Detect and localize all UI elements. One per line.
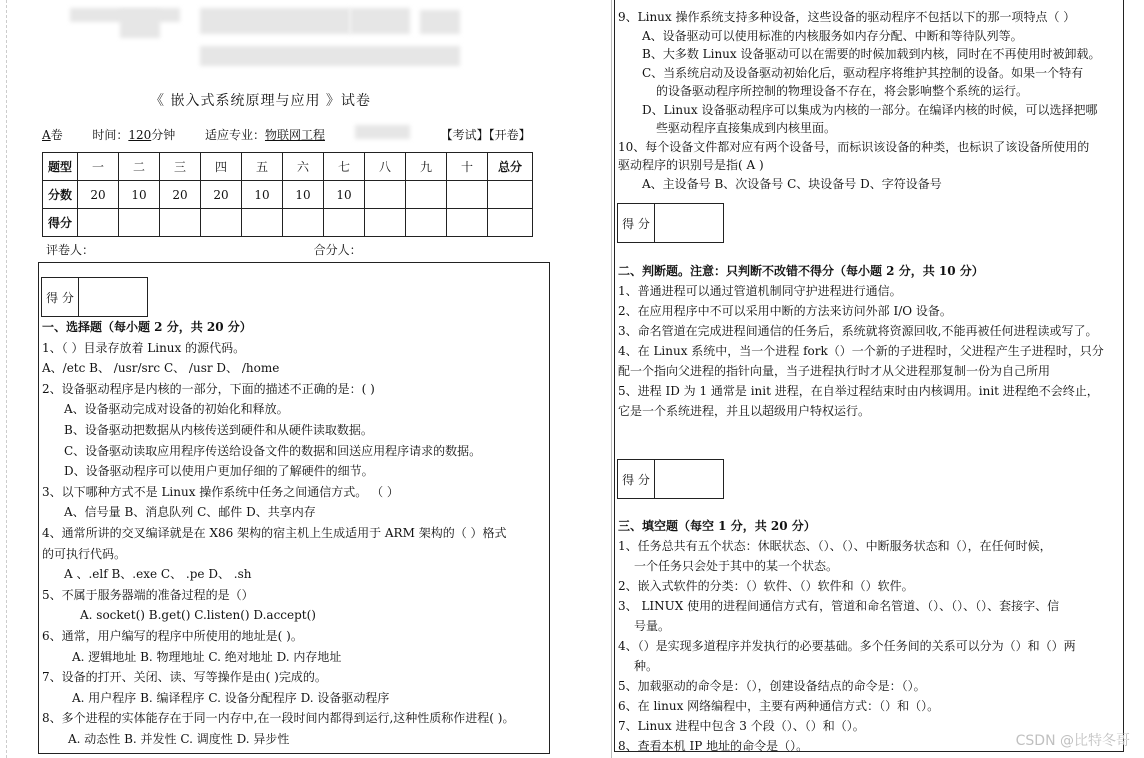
- text-line: 1、（ ）目录存放着 Linux 的源代码。: [42, 340, 246, 355]
- redacted-header-2: [120, 10, 160, 38]
- score-cell: 一: [78, 153, 119, 181]
- text-line: A、设备驱动可以使用标准的内核服务如内存分配、中断和等待队列等。: [642, 28, 1023, 43]
- page-edge: [0, 0, 7, 758]
- text-line: 驱动程序的识别号是指( A ): [618, 158, 764, 172]
- score-cell: 20: [201, 181, 242, 209]
- redacted-header-4: [200, 46, 460, 66]
- score-table-score-row: [43, 181, 533, 209]
- text-line: 2、在应用程序中不可以采用中断的方法来访问外部 I/O 设备。: [618, 304, 952, 318]
- score-cell: [406, 209, 447, 237]
- checker-label: 合分人：: [313, 243, 362, 257]
- major-value: 物联网工程: [264, 128, 325, 142]
- text-line: 1、任务总共有五个状态：休眠状态、（）、（）、中断服务状态和（），在任何时候，: [618, 539, 1052, 553]
- text-line: A、主设备号 B、次设备号 C、块设备号 D、字符设备号: [642, 176, 942, 191]
- score-cell: 八: [365, 153, 406, 181]
- score-cell: [201, 209, 242, 237]
- score-cell: 四: [201, 153, 242, 181]
- score-cell: [365, 209, 406, 237]
- time-label: 时间：: [92, 128, 129, 142]
- text-line: 2、嵌入式软件的分类：（）软件、（）软件和（）软件。: [618, 579, 914, 593]
- score-box-label: 得 分: [42, 278, 79, 316]
- score-cell: 分数: [43, 181, 78, 209]
- text-line: 8、查看本机 IP 地址的命令是（）。: [618, 739, 809, 753]
- text-line: 些驱动程序直接集成到内核里面。: [656, 121, 837, 135]
- text-line: 它是一个系统进程，并且以超级用户特权运行。: [618, 404, 871, 418]
- score-cell: [447, 209, 488, 237]
- text-line: 5、不属于服务器端的准备过程的是（）: [42, 587, 254, 602]
- text-line: 三、填空题（每空 1 分，共 20 分）: [618, 519, 816, 533]
- graders: [46, 241, 362, 258]
- text-line: 3、以下哪种方式不是 Linux 操作系统中任务之间通信方式。 （ ）: [42, 484, 399, 499]
- watermark: CSDN @比特冬哥: [1015, 733, 1130, 749]
- score-cell: 10: [283, 181, 324, 209]
- text-line: 的可执行代码。: [42, 546, 127, 561]
- text-line: A. 动态性 B. 并发性 C. 调度性 D. 异步性: [68, 732, 290, 746]
- text-line: 2、设备驱动程序是内核的一部分，下面的描述不正确的是：( ): [42, 381, 375, 396]
- text-line: 种。: [634, 659, 659, 673]
- text-line: A. 用户程序 B. 编译程序 C. 设备分配程序 D. 设备驱动程序: [72, 690, 390, 705]
- score-cell: 总分: [488, 153, 533, 181]
- score-cell: [119, 209, 160, 237]
- paper-code: A: [42, 128, 51, 142]
- score-cell: [242, 209, 283, 237]
- text-line: D、设备驱动程序可以使用户更加仔细的了解硬件的细节。: [64, 464, 374, 479]
- column-divider: [611, 0, 612, 758]
- text-line: 配一个指向父进程的指针向量，当子进程执行时才从父进程那复制一份为自己所用: [618, 364, 1051, 378]
- text-line: D、Linux 设备驱动程序可以集成为内核的一部分。在编译内核的时候，可以选择把哪: [642, 102, 1098, 117]
- text-line: 9、Linux 操作系统支持多种设备，这些设备的驱动程序不包括以下的那一项特点（ ）: [618, 10, 1076, 24]
- text-line: 4、在 Linux 系统中，当一个进程 fork（）一个新的子进程时，父进程产生子进程时，只分: [618, 344, 1104, 358]
- reviewer-label: 评卷人：: [46, 243, 95, 257]
- major-label: 适应专业：: [204, 128, 265, 142]
- score-cell: 10: [324, 181, 365, 209]
- exam-type: 【考试】【开卷】: [440, 128, 531, 142]
- text-line: 4、（）是实现多道程序并发执行的必要基础。多个任务间的关系可以分为（）和（）两: [618, 639, 1076, 653]
- text-line: B、大多数 Linux 设备驱动可以在需要的时候加载到内核，同时在不再使用时被卸载。: [642, 47, 1101, 61]
- score-cell: [488, 209, 533, 237]
- score-cell: [283, 209, 324, 237]
- text-line: 6、通常，用户编写的程序中所使用的地址是( )。: [42, 629, 303, 643]
- text-line: 7、Linux 进程中包含 3 个段（）、（）和（）。: [618, 719, 865, 733]
- text-line: C、设备驱动读取应用程序传送给设备文件的数据和回送应用程序请求的数据。: [64, 443, 482, 458]
- text-line: 一个任务只会处于其中的某一个状态。: [634, 559, 839, 573]
- score-cell: 二: [119, 153, 160, 181]
- redacted-header-6: [420, 10, 460, 34]
- text-line: A、设备驱动完成对设备的初始化和释放。: [64, 402, 289, 417]
- score-box-label: 得 分: [618, 460, 655, 498]
- score-cell: 十: [447, 153, 488, 181]
- score-cell: 五: [242, 153, 283, 181]
- score-cell: 20: [160, 181, 201, 209]
- exam-title: 《 嵌入式系统原理与应用 》试卷: [150, 93, 371, 109]
- score-table-header-row: [43, 153, 533, 181]
- text-line: 号量。: [634, 619, 671, 633]
- text-line: 6、在 linux 网络编程中，主要有两种通信方式：（）和（）。: [618, 699, 940, 713]
- score-table: [42, 152, 533, 237]
- text-line: 的设备驱动程序所控制的物理设备不存在，将会影响整个系统的运行。: [656, 84, 1029, 98]
- text-line: 7、设备的打开、关闭、读、写等操作是由( )完成的。: [42, 670, 327, 685]
- score-cell: 得分: [43, 209, 78, 237]
- exam-meta: [42, 126, 531, 143]
- time-value: 120: [128, 128, 152, 142]
- score-cell: 10: [119, 181, 160, 209]
- score-cell: [488, 181, 533, 209]
- score-cell: [447, 181, 488, 209]
- redacted-header-5: [350, 8, 410, 34]
- score-cell: [78, 209, 119, 237]
- score-table-gained-row: [43, 209, 533, 237]
- score-cell: [324, 209, 365, 237]
- redacted-header-3: [200, 8, 350, 34]
- text-line: 10、每个设备文件都对应有两个设备号，而标识该设备的种类，也标识了该设备所使用的: [618, 139, 1090, 154]
- score-cell: 九: [406, 153, 447, 181]
- text-line: 4、通常所讲的交叉编译就是在 X86 架构的宿主机上生成适用于 ARM 架构的（ ）格式: [42, 526, 507, 540]
- score-box-label: 得 分: [618, 204, 655, 242]
- text-line: 5、加载驱动的命令是：（），创建设备结点的命令是：（）。: [618, 679, 926, 693]
- text-line: 二、判断题。注意：只判断不改错不得分（每小题 2 分，共 10 分）: [618, 264, 984, 278]
- score-cell: [160, 209, 201, 237]
- score-cell: 20: [78, 181, 119, 209]
- score-cell: [365, 181, 406, 209]
- score-box-2: [617, 203, 724, 243]
- text-line: A、/etc B、 /usr/src C、 /usr D、 /home: [42, 361, 280, 376]
- text-line: 5、进程 ID 为 1 通常是 init 进程，在自举过程结束时由内核调用。init 进程绝不会终止，: [618, 384, 1099, 398]
- score-cell: 七: [324, 153, 365, 181]
- text-line: B、设备驱动把数据从内核传送到硬件和从硬件读取数据。: [64, 423, 373, 437]
- score-box-1: [41, 277, 148, 317]
- text-line: 一、选择题（每小题 2 分，共 20 分）: [42, 320, 252, 334]
- text-line: 3、命名管道在完成进程间通信的任务后，系统就将资源回收,不能再被任何进程读或写了。: [618, 324, 1098, 338]
- score-box-3: [617, 459, 724, 499]
- text-line: A. socket() B.get() C.listen() D.accept(): [80, 608, 316, 623]
- redacted-major: [355, 125, 410, 139]
- paper-suffix: 卷: [50, 128, 63, 142]
- score-cell: [406, 181, 447, 209]
- score-cell: 题型: [43, 153, 78, 181]
- text-line: C、当系统启动及设备驱动初始化后，驱动程序将维护其控制的设备。如果一个特有: [642, 65, 1084, 80]
- score-cell: 10: [242, 181, 283, 209]
- score-cell: 三: [160, 153, 201, 181]
- text-line: A 、.elf B、.exe C、 .pe D、 .sh: [64, 567, 252, 582]
- text-line: 8、多个进程的实体能存在于同一内存中,在一段时间内都得到运行,这种性质称作进程( )。: [42, 711, 515, 726]
- text-line: A、信号量 B、消息队列 C、邮件 D、共享内存: [64, 505, 316, 520]
- text-line: 1、普通进程可以通过管道机制同守护进程进行通信。: [618, 284, 902, 298]
- text-line: 3、 LINUX 使用的进程间通信方式有，管道和命名管道、（）、（）、（）、套接字、信: [618, 599, 1060, 613]
- score-cell: 六: [283, 153, 324, 181]
- time-unit: 分钟: [151, 128, 176, 142]
- text-line: A. 逻辑地址 B. 物理地址 C. 绝对地址 D. 内存地址: [72, 649, 342, 664]
